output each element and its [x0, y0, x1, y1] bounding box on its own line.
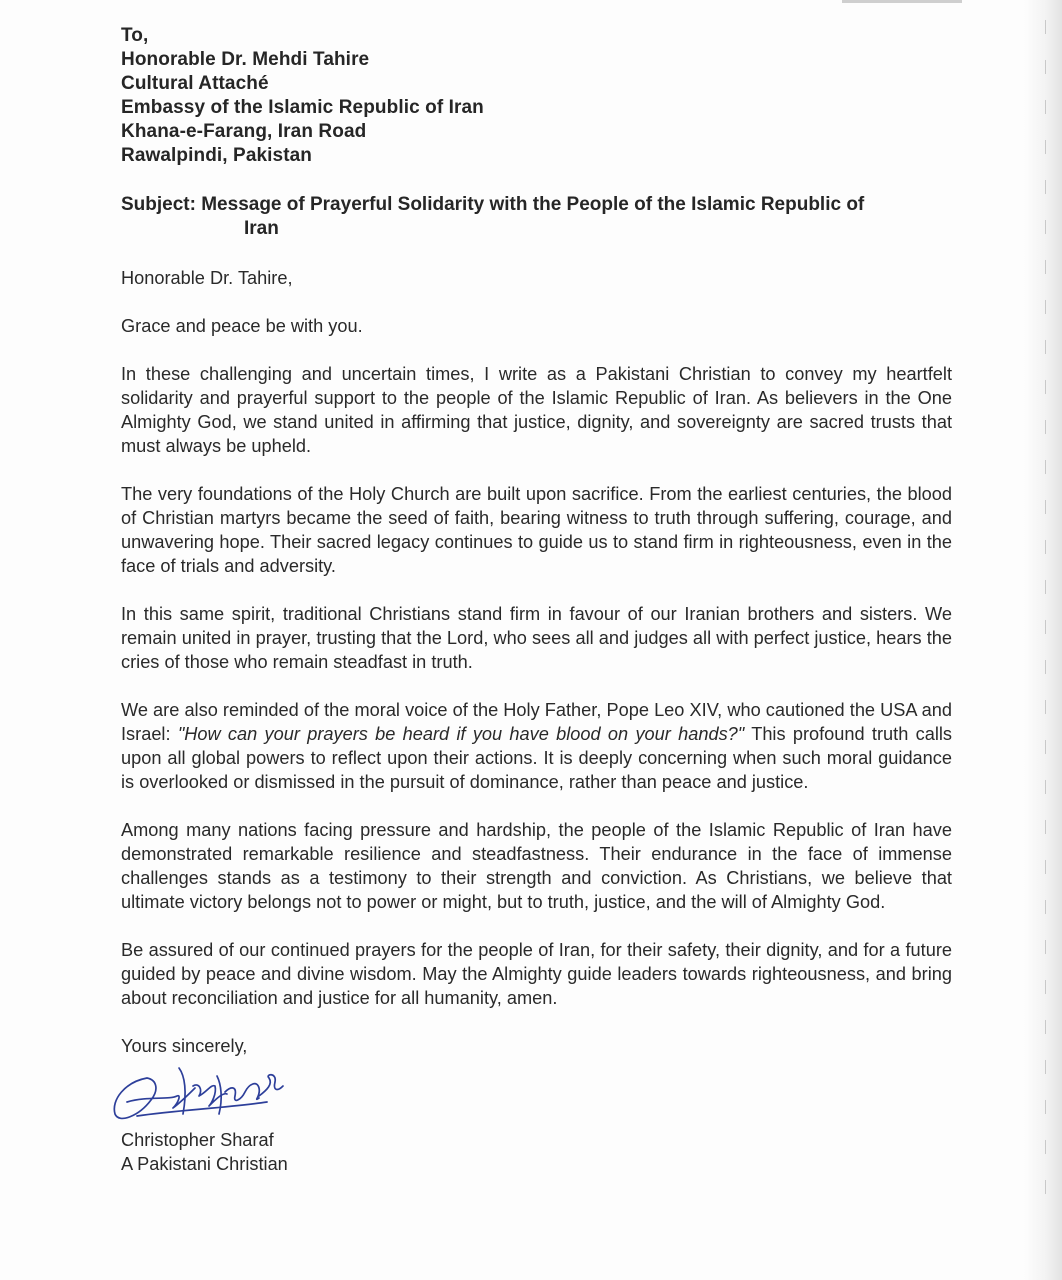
signer-name: Christopher Sharaf: [121, 1130, 274, 1150]
subject-line: [121, 193, 952, 241]
body-paragraph: Be assured of our continued prayers for the people of Iran, for their safety, their dignity, and for a future guided by peace and divine wisdom. May the Almighty guide leaders towards righteousness, and bring about reconciliation and justice for all humanity, amen.: [121, 940, 952, 1008]
address-line: Cultural Attaché: [121, 73, 269, 94]
address-line: Honorable Dr. Mehdi Tahire: [121, 49, 370, 70]
body-paragraph: In these challenging and uncertain times, I write as a Pakistani Christian to convey my heartfelt solidarity and prayerful support to the people of the Islamic Republic of Iran. As believers in the One Almighty God, we stand united in affirming that justice, dignity, and sovereignty are sacred trusts that must always be upheld.: [121, 364, 952, 456]
letter-body: [121, 24, 952, 1176]
address-line: Rawalpindi, Pakistan: [121, 145, 312, 166]
handwritten-signature: [107, 1056, 287, 1128]
subject-text: Subject: Message of Prayerful Solidarity with the People of the Islamic Republic of: [121, 194, 865, 215]
salutation: Honorable Dr. Tahire,: [121, 268, 293, 288]
pope-quote: "How can your prayers be heard if you have blood on your hands?": [177, 724, 745, 744]
scan-edge-top: [842, 0, 962, 3]
recipient-address: [121, 24, 952, 168]
body-paragraph: Among many nations facing pressure and hardship, the people of the Islamic Republic of Iran have demonstrated remarkable resilience and steadfastness. Their endurance in the face of immense challenges stands as a testimony to their strength and conviction. As Christians, we believe that ultimate victory belongs not to power or might, but to truth, justice, and the will of Almighty God.: [121, 820, 952, 912]
scan-edge-line: [1045, 20, 1046, 1200]
scan-edge-shadow: [1024, 0, 1062, 1280]
subject-continuation: Iran: [244, 218, 279, 239]
body-paragraph: The very foundations of the Holy Church are built upon sacrifice. From the earliest centuries, the blood of Christian martyrs became the seed of faith, bearing witness to truth through suffering, courage, and unwavering hope. Their sacred legacy continues to guide us to stand firm in righteousness, even in the face of trials and adversity.: [121, 484, 952, 576]
address-line: Khana-e-Farang, Iran Road: [121, 121, 367, 142]
address-line: Embassy of the Islamic Republic of Iran: [121, 97, 484, 118]
pope-para-intro: We are also reminded of the moral voice of the Holy Father, Pope Leo XIV, who cautioned the USA and Israel:: [121, 700, 952, 744]
greeting: Grace and peace be with you.: [121, 316, 363, 336]
address-line: To,: [121, 25, 149, 46]
closing: Yours sincerely,: [121, 1036, 248, 1056]
signature-graphic: [107, 1056, 287, 1128]
pope-quote-paragraph: [121, 698, 952, 794]
signer-title: A Pakistani Christian: [121, 1154, 288, 1174]
pope-para-rest: This profound truth calls upon all global powers to reflect upon their actions. It is deeply concerning when such moral guidance is overlooked or dismissed in the pursuit of dominance, rather than peace and justice.: [121, 724, 952, 792]
body-paragraph: In this same spirit, traditional Christians stand firm in favour of our Iranian brothers and sisters. We remain united in prayer, trusting that the Lord, who sees all and judges all with perfect justice, hears the cries of those who remain steadfast in truth.: [121, 604, 952, 672]
